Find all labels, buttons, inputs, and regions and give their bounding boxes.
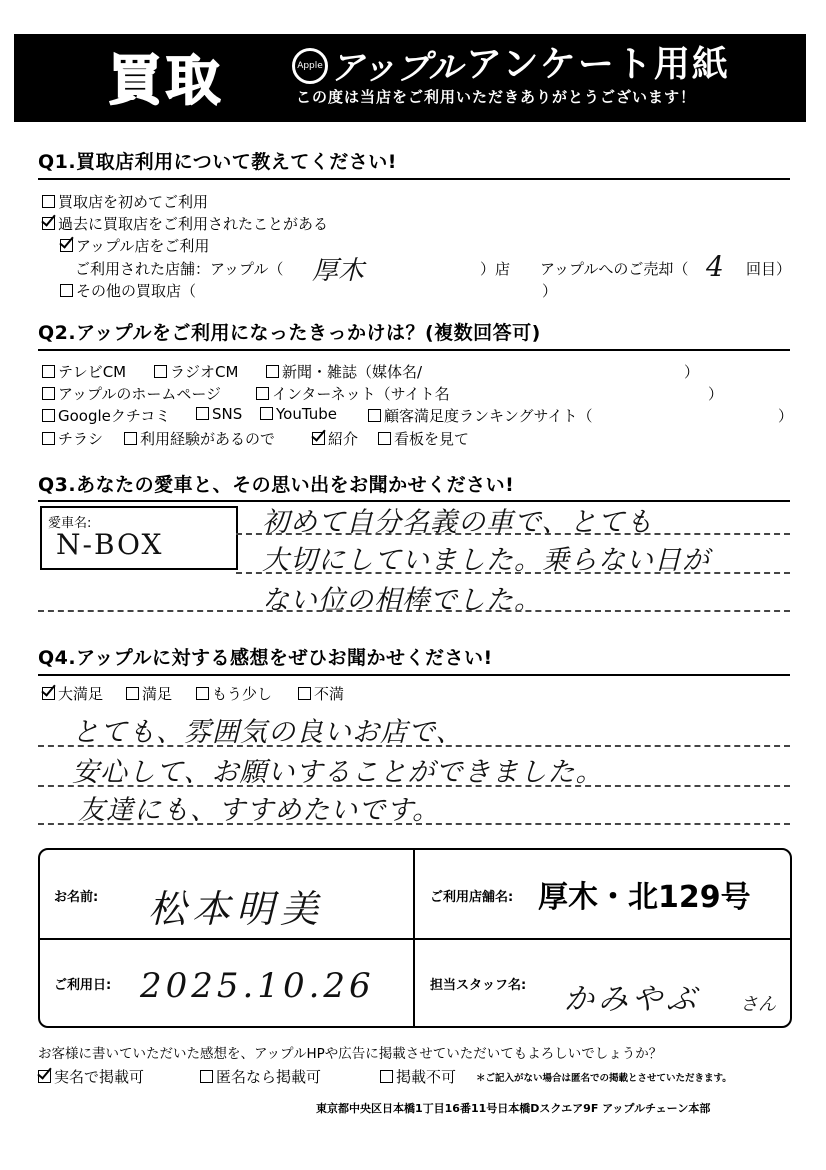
staff-suffix: さん <box>740 994 776 1015</box>
comment-rule-3 <box>38 823 790 825</box>
comment-line-3[interactable]: 友達にも、すすめたいです。 <box>78 795 441 826</box>
memory-rule-1 <box>236 533 790 535</box>
memory-rule-3 <box>38 610 790 612</box>
q2-ranking-close: ） <box>778 407 794 425</box>
publish-option-real-name[interactable]: 実名で掲載可 <box>38 1066 144 1087</box>
q2-title: Q2.アップルをご利用になったきっかけは？(複数回答可) <box>38 322 541 344</box>
q2-option-tv[interactable]: テレビCM <box>42 361 126 382</box>
store-name-label: ご利用店舗名: <box>430 890 514 905</box>
checkbox-unchecked[interactable] <box>42 432 55 445</box>
survey-title: アンケート用紙 <box>466 44 730 85</box>
q4-option-unsatisfied[interactable]: 不満 <box>298 683 344 704</box>
checkbox-unchecked[interactable] <box>200 1070 213 1083</box>
car-name-value[interactable]: N-BOX <box>56 528 164 561</box>
q1-option-apple[interactable]: アップル店をご利用 <box>60 235 209 256</box>
checkbox-unchecked[interactable] <box>42 365 55 378</box>
memory-line-3[interactable]: ない位の相棒でした。 <box>262 585 542 616</box>
checkbox-unchecked[interactable] <box>378 432 391 445</box>
checkbox-unchecked[interactable] <box>256 387 269 400</box>
publish-note: ＊ご記入がない場合は匿名での掲載とさせていただきます。 <box>476 1073 732 1084</box>
q2-option-ranking[interactable]: 顧客満足度ランキングサイト（ <box>368 405 593 426</box>
publish-option-anonymous[interactable]: 匿名なら掲載可 <box>200 1066 321 1087</box>
car-name-box[interactable] <box>40 506 238 570</box>
name-value[interactable]: 松本明美 <box>148 887 325 931</box>
memory-line-1[interactable]: 初めて自分名義の車で、とても <box>262 507 654 538</box>
thanks-message: この度は当店をご利用いただきありがとうございます！ <box>296 88 697 106</box>
brand-name: アップル <box>330 48 463 88</box>
customer-info-box <box>38 848 792 1028</box>
q1-option-other[interactable]: その他の買取店（ <box>60 280 196 301</box>
q2-option-referral[interactable]: 紹介 <box>312 428 358 449</box>
q1-option-first[interactable]: 買取店を初めてご利用 <box>42 191 208 212</box>
checkbox-unchecked[interactable] <box>260 407 273 420</box>
q2-news-close: ） <box>684 363 700 381</box>
checkbox-checked[interactable] <box>42 687 55 700</box>
hq-address: 東京都中央区日本橋1丁目16番11号日本橋Dスクエア9F アップルチェーン本部 <box>316 1102 711 1115</box>
q2-option-signboard[interactable]: 看板を見て <box>378 428 469 449</box>
checkbox-checked[interactable] <box>312 432 325 445</box>
checkbox-unchecked[interactable] <box>124 432 137 445</box>
q1-option-past[interactable]: 過去に買取店をご利用されたことがある <box>42 213 328 234</box>
store-name-value[interactable]: 厚木・北129号 <box>538 880 751 915</box>
checkbox-checked[interactable] <box>42 217 55 230</box>
q1-title: Q1.買取店利用について教えてください! <box>38 151 397 173</box>
q2-option-youtube[interactable]: YouTube <box>260 405 337 423</box>
checkbox-checked[interactable] <box>60 239 73 252</box>
q4-option-satisfied[interactable]: 満足 <box>126 683 172 704</box>
comment-line-1[interactable]: とても、雰囲気の良いお店で、 <box>72 717 464 748</box>
q1-store-value[interactable]: 厚木 <box>312 256 365 286</box>
publish-question: お客様に書いていただいた感想を、アップルHPや広告に掲載させていただいてもよろしいでしょうか？ <box>38 1046 663 1062</box>
comment-rule-1 <box>38 745 790 747</box>
q2-option-experience[interactable]: 利用経験があるので <box>124 428 275 449</box>
staff-value[interactable]: かみやぶ <box>564 982 700 1017</box>
checkbox-unchecked[interactable] <box>42 409 55 422</box>
checkbox-unchecked[interactable] <box>266 365 279 378</box>
q4-option-little[interactable]: もう少し <box>196 683 272 704</box>
comment-line-2[interactable]: 安心して、お願いすることができました。 <box>72 757 604 788</box>
publish-option-no[interactable]: 掲載不可 <box>380 1066 456 1087</box>
checkbox-unchecked[interactable] <box>380 1070 393 1083</box>
checkbox-unchecked[interactable] <box>196 407 209 420</box>
q2-internet-close: ） <box>708 385 724 403</box>
q2-option-sns[interactable]: SNS <box>196 405 242 423</box>
q4-rule <box>38 674 790 676</box>
q4-option-very[interactable]: 大満足 <box>42 683 103 704</box>
checkbox-unchecked[interactable] <box>154 365 167 378</box>
q1-count-label: アップルへのご売却（ <box>540 260 689 278</box>
comment-rule-2 <box>38 785 790 787</box>
memory-line-2[interactable]: 大切にしていました。乗らない日が <box>262 545 710 576</box>
q2-option-homepage[interactable]: アップルのホームページ <box>42 383 221 404</box>
checkbox-unchecked[interactable] <box>298 687 311 700</box>
q2-option-radio[interactable]: ラジオCM <box>154 361 238 382</box>
checkbox-checked[interactable] <box>38 1070 51 1083</box>
q1-store-label: ご利用された店舗：アップル（ <box>75 260 284 278</box>
car-name-label: 愛車名: <box>48 516 92 531</box>
checkbox-unchecked[interactable] <box>60 284 73 297</box>
apple-brand-icon: Apple <box>292 48 328 84</box>
buyback-logo: 買取 <box>108 49 224 112</box>
q1-other-close: ） <box>542 282 558 300</box>
checkbox-unchecked[interactable] <box>126 687 139 700</box>
checkbox-unchecked[interactable] <box>42 387 55 400</box>
q2-option-internet[interactable]: インターネット（サイト名 <box>256 383 450 404</box>
q1-store-suffix: ）店 <box>480 260 511 278</box>
date-value[interactable]: 2025.10.26 <box>140 966 375 1006</box>
q1-rule <box>38 178 790 180</box>
name-label: お名前: <box>54 890 99 905</box>
q2-option-flyer[interactable]: チラシ <box>42 428 103 449</box>
memory-rule-2 <box>236 572 790 574</box>
checkbox-unchecked[interactable] <box>42 195 55 208</box>
header-banner <box>14 34 806 122</box>
info-horizontal-divider <box>40 938 790 940</box>
q2-option-news[interactable]: 新聞・雑誌（媒体名/ <box>266 361 422 382</box>
q2-option-google[interactable]: Googleクチコミ <box>42 405 170 426</box>
q2-rule <box>38 349 790 351</box>
q1-count-value[interactable]: 4 <box>706 250 724 283</box>
date-label: ご利用日: <box>54 978 112 993</box>
q4-title: Q4.アップルに対する感想をぜひお聞かせください! <box>38 647 493 669</box>
checkbox-unchecked[interactable] <box>368 409 381 422</box>
q3-title: Q3.あなたの愛車と、その思い出をお聞かせください! <box>38 474 515 496</box>
checkbox-unchecked[interactable] <box>196 687 209 700</box>
q1-count-suffix: 回目） <box>746 260 792 278</box>
staff-label: 担当スタッフ名: <box>430 978 527 993</box>
